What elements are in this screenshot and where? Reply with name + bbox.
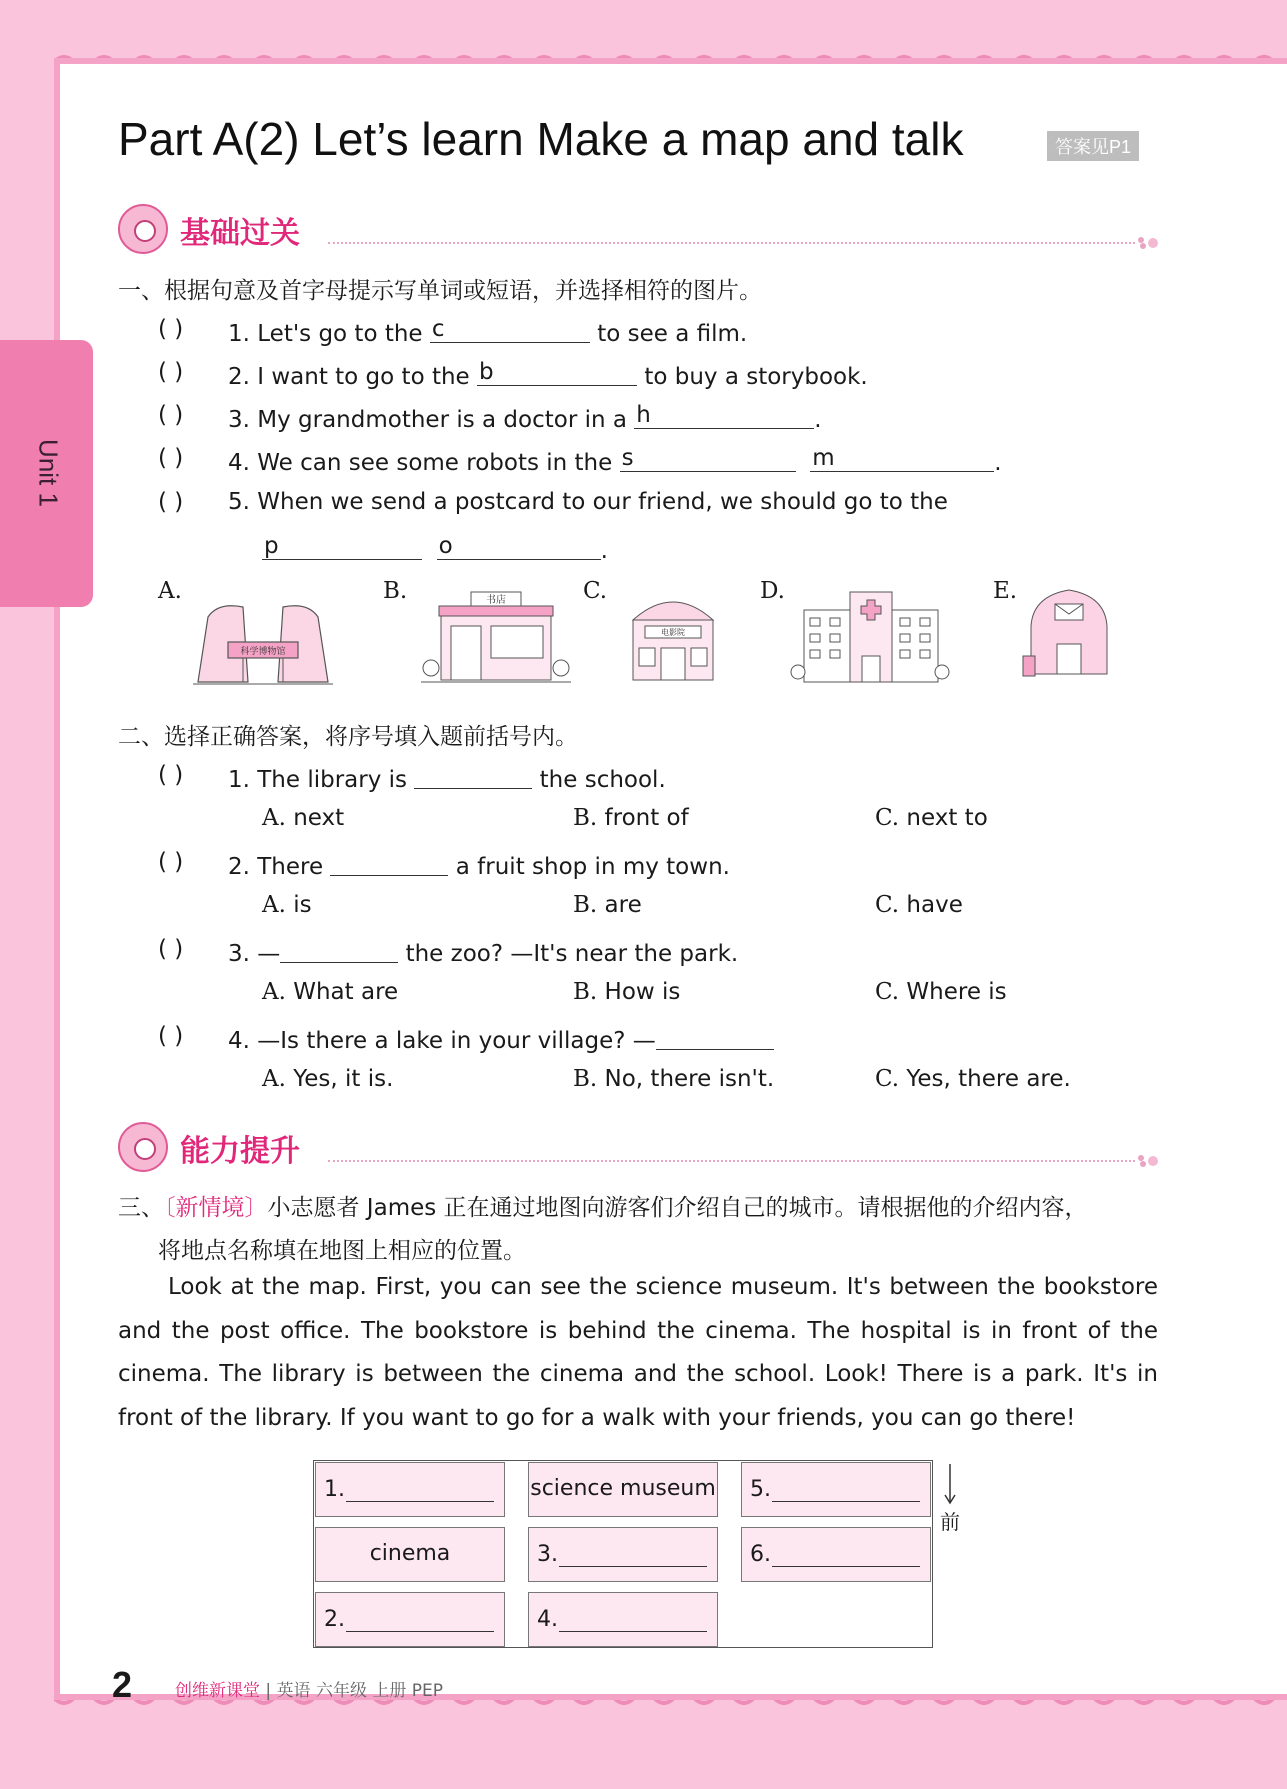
front-direction-label: 前 (940, 1510, 960, 1534)
map-cell-1[interactable]: 1. (315, 1462, 505, 1517)
q1-item-5-line2: p o . (264, 533, 608, 564)
fill-blank[interactable]: b (477, 361, 637, 386)
answer-paren[interactable]: ( ) (158, 762, 184, 788)
q3-passage: Look at the map. First, you can see the science museum. It's between the bookstore and the post office. The bookstore is behind the cinema. The hospital is in front of the cinema. The library is between the cinema and the school. Look! There is a park. It's in front of the library. If you want to go for a walk with your friends, you can go there! (118, 1274, 1158, 1431)
fill-blank[interactable] (346, 1631, 494, 1632)
q2-item-4: 4. —Is there a lake in your village? — (228, 1023, 774, 1054)
q3-instruction-line2: 将地点名称填在地图上相应的位置。 (158, 1238, 526, 1264)
q3-instruction: 三、〔新情境〕小志愿者 James 正在通过地图向游客们介绍自己的城市。请根据他的介绍内容， (118, 1195, 1088, 1221)
fill-blank[interactable] (346, 1501, 494, 1502)
answer-paren[interactable]: ( ) (158, 402, 184, 428)
picture-b: B. 书店 (383, 578, 573, 688)
down-arrow-icon (940, 1462, 960, 1506)
new-context-tag: 〔新情境〕 (164, 1195, 268, 1221)
map-cell-6[interactable]: 6. (741, 1527, 931, 1582)
picture-e: E. (993, 578, 1143, 688)
map-cell-2[interactable]: 2. (315, 1592, 505, 1647)
fill-blank[interactable] (656, 1025, 774, 1050)
option-b[interactable]: B. are (573, 892, 642, 918)
cinema-sign: 电影院 (661, 628, 685, 637)
answer-paren[interactable]: ( ) (158, 359, 184, 385)
unit-side-tab (0, 340, 93, 607)
fill-blank[interactable]: c (430, 318, 590, 343)
post-office-icon (1021, 586, 1117, 688)
answer-paren[interactable]: ( ) (158, 936, 184, 962)
page-number: 2 (112, 1664, 133, 1705)
option-b[interactable]: B. No, there isn't. (573, 1066, 775, 1092)
option-b[interactable]: B. front of (573, 805, 689, 831)
dotted-divider (328, 242, 1135, 244)
option-c[interactable]: C. Where is (875, 979, 1007, 1005)
section-title-basic: 基础过关 (180, 216, 300, 251)
hospital-icon (790, 590, 950, 688)
cinema-icon (625, 590, 721, 688)
fill-blank[interactable]: o (437, 535, 601, 560)
page-title: Part A(2) Let’s learn Make a map and talk (118, 113, 964, 165)
fill-blank[interactable]: m (810, 447, 994, 472)
option-a[interactable]: A. next (262, 805, 345, 831)
fill-blank[interactable]: p (262, 535, 422, 560)
fill-blank[interactable] (559, 1566, 707, 1567)
answer-paren[interactable]: ( ) (158, 849, 184, 875)
map-cell-cinema: cinema (315, 1527, 505, 1582)
unit-label: Unit 1 (33, 439, 64, 507)
option-a[interactable]: A. Yes, it is. (262, 1066, 394, 1092)
brand-name: 创维新课堂 (175, 1681, 260, 1701)
dotted-divider (328, 1160, 1135, 1162)
picture-a: A. 科学博物馆 (158, 578, 348, 688)
map-cell-4[interactable]: 4. (528, 1592, 718, 1647)
section-header-advanced (118, 1120, 1163, 1176)
answer-paren[interactable]: ( ) (158, 445, 184, 471)
section-header-basic (118, 202, 1163, 258)
q1-instruction: 一、根据句意及首字母提示写单词或短语，并选择相符的图片。 (118, 278, 762, 304)
q1-item-2: 2. I want to go to the b to buy a storybook. (228, 359, 868, 390)
option-c[interactable]: C. next to (875, 805, 988, 831)
q1-item-5: 5. When we send a postcard to our friend, we should go to the (228, 489, 948, 515)
option-a[interactable]: A. is (262, 892, 312, 918)
bookstore-icon (421, 590, 571, 688)
footer-info: 创维新课堂 | 英语 六年级 上册 PEP (175, 1681, 443, 1701)
answer-paren[interactable]: ( ) (158, 1023, 184, 1049)
option-b[interactable]: B. How is (573, 979, 681, 1005)
end-dots-icon (1135, 234, 1163, 250)
fill-blank[interactable]: s (620, 447, 796, 472)
fill-blank[interactable]: h (634, 404, 814, 429)
museum-sign: 科学博物馆 (240, 647, 286, 657)
end-dots-icon (1135, 1152, 1163, 1168)
bookstore-sign: 书店 (486, 595, 506, 606)
q1-item-3: 3. My grandmother is a doctor in a h . (228, 402, 822, 433)
fill-blank[interactable] (772, 1566, 920, 1567)
q2-item-2: 2. There a fruit shop in my town. (228, 849, 730, 880)
q2-instruction: 二、选择正确答案，将序号填入题前括号内。 (118, 724, 578, 750)
picture-c: C. 电影院 (583, 578, 733, 688)
q1-item-1: 1. Let's go to the c to see a film. (228, 316, 748, 347)
fill-blank[interactable] (414, 764, 532, 789)
q2-item-3: 3. — the zoo? —It's near the park. (228, 936, 738, 967)
fill-blank[interactable] (280, 938, 398, 963)
option-c[interactable]: C. Yes, there are. (875, 1066, 1071, 1092)
fill-blank[interactable] (772, 1501, 920, 1502)
cartoon-avatar-icon (118, 204, 168, 254)
map-cell-science-museum: science museum (528, 1462, 718, 1517)
answer-paren[interactable]: ( ) (158, 489, 184, 515)
map-cell-5[interactable]: 5. (741, 1462, 931, 1517)
option-a[interactable]: A. What are (262, 979, 399, 1005)
cartoon-avatar-icon (118, 1122, 168, 1172)
picture-d: D. (760, 578, 960, 688)
answer-paren[interactable]: ( ) (158, 316, 184, 342)
science-museum-icon (188, 592, 338, 687)
q1-item-4: 4. We can see some robots in the s m . (228, 445, 1002, 476)
answer-reference-tag: 答案见P1 (1047, 131, 1139, 161)
map-cell-3[interactable]: 3. (528, 1527, 718, 1582)
section-title-advanced: 能力提升 (180, 1134, 300, 1169)
option-c[interactable]: C. have (875, 892, 963, 918)
fill-blank[interactable] (330, 851, 448, 876)
q2-item-1: 1. The library is the school. (228, 762, 666, 793)
fill-blank[interactable] (559, 1631, 707, 1632)
